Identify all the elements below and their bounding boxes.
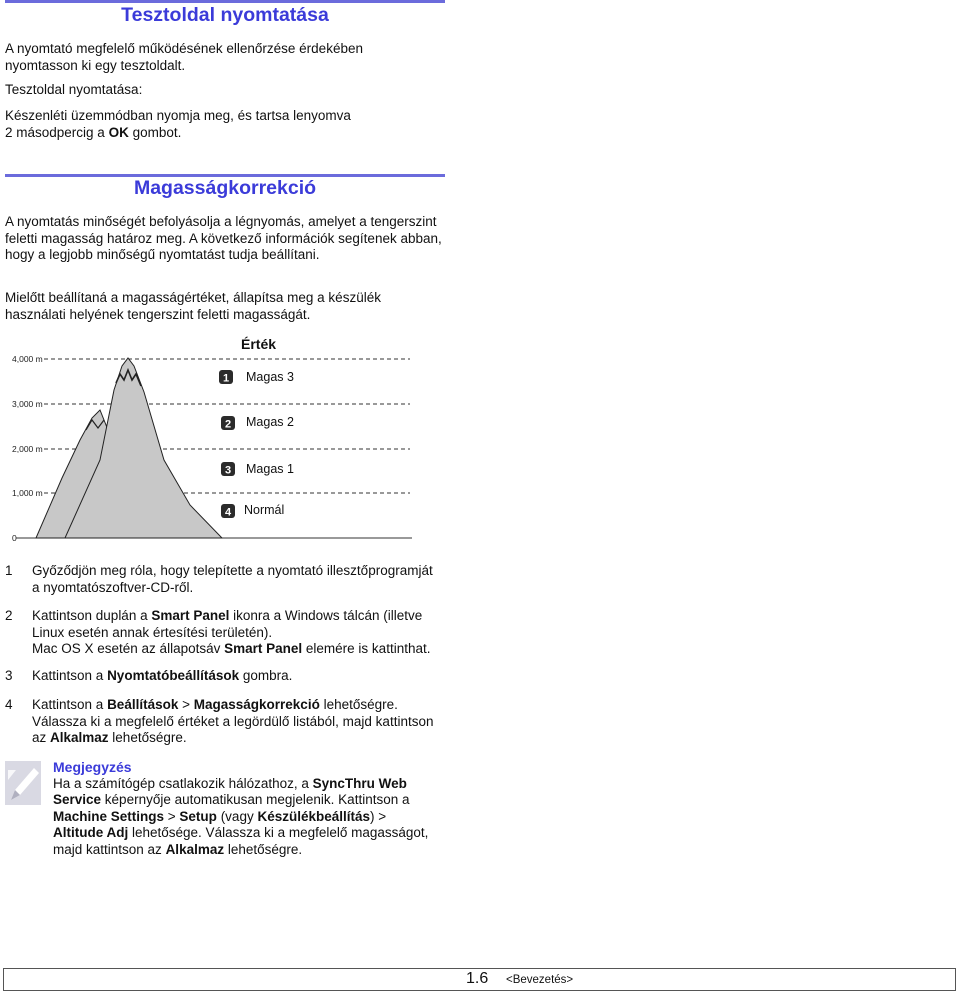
- note-title: Megjegyzés: [53, 759, 132, 775]
- section-title-test-page: Tesztoldal nyomtatása: [121, 4, 329, 26]
- altitude-paragraph-1: A nyomtatás minőségét befolyásolja a légnyomás, amelyet a tengerszint feletti magasság határoz meg. A következő információk segítenek abban, hogy a legjobb minőségű nyomtatást tudja beállítani.: [5, 214, 442, 262]
- altitude-paragraph-2: Mielőtt beállítaná a magasságértéket, állapítsa meg a készülék használati helyének tengerszint feletti magasságát.: [5, 290, 381, 322]
- value-badge-number: 3: [224, 464, 232, 477]
- value-label: Magas 2: [246, 415, 294, 429]
- step-number: 2: [5, 608, 13, 623]
- section-rule: [5, 0, 445, 3]
- altitude-label: 2,000 m: [12, 444, 43, 454]
- step-number: 3: [5, 668, 13, 683]
- altitude-diagram: [0, 330, 450, 550]
- note-pencil-icon: [4, 760, 42, 806]
- note-block: Megjegyzés Ha a számítógép csatlakozik hálózathoz, a SyncThru Web Service képernyője automatikusan megjelenik. Kattintson a Machine Settings > Setup (vagy Készülékbeállítás) > Altitude Adj lehetősége. Válassza ki a megfelelő magasságot, majd kattintson az Alkalmaz lehetőségre.: [53, 759, 453, 858]
- value-label: Magas 1: [246, 462, 294, 476]
- test-page-subheading: Tesztoldal nyomtatása:: [5, 82, 143, 97]
- chapter-label: <Bevezetés>: [506, 974, 574, 986]
- value-badge-number: 2: [224, 418, 232, 431]
- step-number: 1: [5, 563, 13, 578]
- altitude-label: 1,000 m: [12, 488, 43, 498]
- value-badge-number: 1: [222, 372, 230, 385]
- value-label: Magas 3: [246, 370, 294, 384]
- test-page-instructions: Készenléti üzemmódban nyomja meg, és tartsa lenyomva 2 másodpercig a OK gombot.: [5, 108, 351, 140]
- altitude-label: 4,000 m: [12, 354, 43, 364]
- section-title-altitude: Magasságkorrekció: [133, 177, 317, 199]
- diagram-header: Érték: [241, 336, 277, 352]
- step-number: 4: [5, 697, 13, 712]
- altitude-label: 0: [12, 533, 17, 543]
- altitude-label: 3,000 m: [12, 399, 43, 409]
- value-badge-number: 4: [224, 506, 232, 519]
- test-page-intro: A nyomtató megfelelő működésének ellenőrzése érdekében nyomtasson ki egy tesztoldalt.: [5, 41, 363, 73]
- value-label: Normál: [244, 503, 285, 517]
- page-number: 1.6: [466, 970, 489, 987]
